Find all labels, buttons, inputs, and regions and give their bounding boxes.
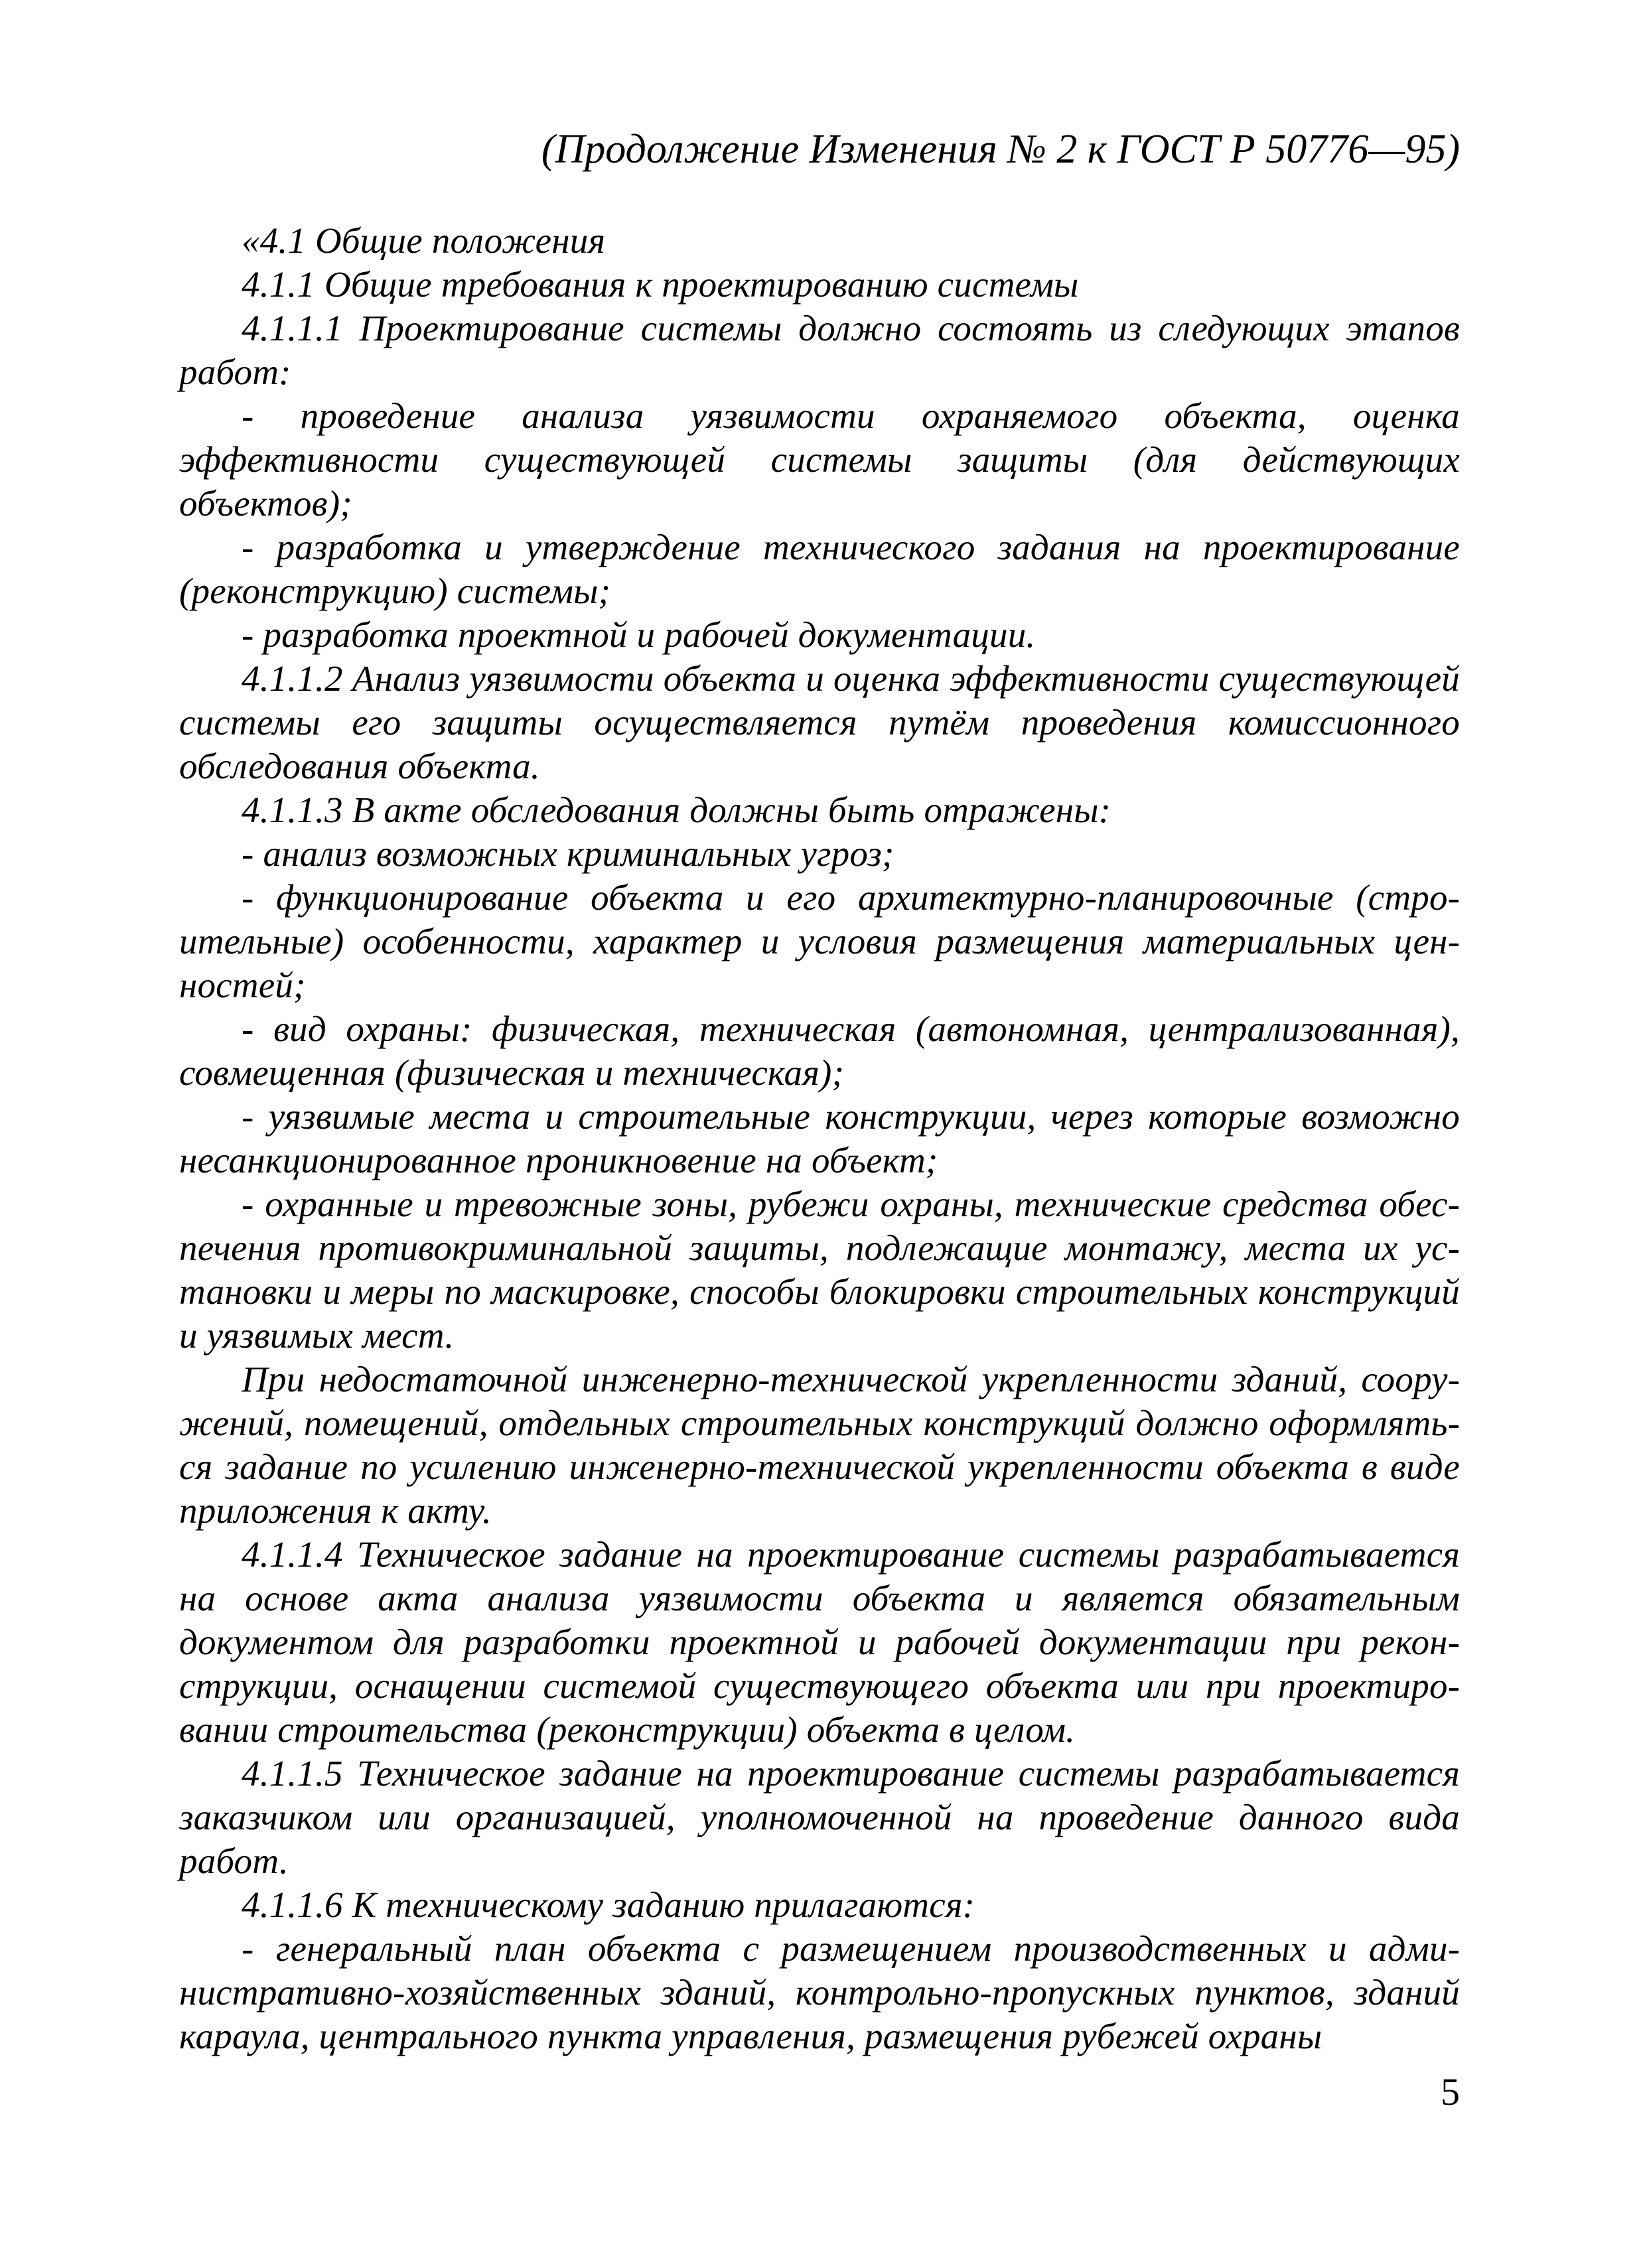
list-item-vulnerable-places: - уязвимые места и строительные конструкции, через которые возможно несанкционированное проникновение на объект; xyxy=(179,1096,1460,1180)
list-item-analysis: - проведение анализа уязвимости охраняемого объекта, оценка эффективности существующей системы защиты (для действующих объектов); xyxy=(179,395,1460,524)
paragraph-4-1-1-2: 4.1.1.2 Анализ уязвимости объекта и оценка эффективности существующей системы его защиты осуществляется путём проведения комиссионного обследования объекта. xyxy=(179,658,1460,786)
paragraph-4-1-1-3: 4.1.1.3 В акте обследования должны быть отражены: xyxy=(242,790,1111,830)
paragraph-4-1-1-5: 4.1.1.5 Техническое задание на проектирование системы разрабатывается заказчиком или организацией, уполномоченной на проведение данного вида работ. xyxy=(179,1753,1460,1881)
paragraph-4-1-1-1: 4.1.1.1 Проектирование системы должно состоять из следующих этапов работ: xyxy=(179,308,1460,392)
list-item-general-plan: - генеральный план объекта с размещением производственных и административно-хозяйственных зданий, контрольно-пропускных пунктов, зданий караула, центрального пункта управления, размещения рубежей охраны xyxy=(179,1928,1460,2056)
list-item-guard-type: - вид охраны: физическая, техническая (автономная, централизованная), совмещенная (физическая и техническая); xyxy=(179,1009,1460,1093)
document-body xyxy=(179,219,1460,2058)
list-item-documentation: - разработка проектной и рабочей документации. xyxy=(242,614,1036,655)
list-item-threats: - анализ возможных криминальных угроз; xyxy=(242,833,894,874)
list-item-functioning: - функционирование объекта и его архитектурно-планировочные (строительные) особенности, характер и условия размещения материальных ценностей; xyxy=(179,877,1460,1005)
paragraph-4-1-title: «4.1 Общие положения xyxy=(242,220,606,261)
list-item-security-zones: - охранные и тревожные зоны, рубежи охраны, технические средства обеспечения противокриминальной защиты, подлежащие монтажу, места их установки и меры по маскировке, способы блокировки строительных конструкций и уязвимых мест. xyxy=(179,1184,1460,1356)
paragraph-4-1-1-6: 4.1.1.6 К техническому заданию прилагаются: xyxy=(242,1884,975,1925)
paragraph-4-1-1-title: 4.1.1 Общие требования к проектированию системы xyxy=(242,264,1079,305)
list-item-technical-task: - разработка и утверждение технического задания на проектирование (реконструкцию) системы; xyxy=(179,527,1460,611)
page-number: 5 xyxy=(1441,2070,1460,2113)
page-header: (Продолжение Изменения № 2 к ГОСТ Р 50776—95) xyxy=(541,127,1460,172)
paragraph-reinforcement: При недостаточной инженерно-технической укрепленности зданий, сооружений, помещений, отдельных строительных конструкций должно оформляться задание по усилению инженерно-технической укрепленности объекта в виде приложения к акту. xyxy=(179,1359,1460,1531)
paragraph-4-1-1-4: 4.1.1.4 Техническое задание на проектирование системы разрабатывается на основе акта анализа уязвимости объекта и является обязательным документом для разработки проектной и рабочей документации при реконструкции, оснащении системой существующего объекта или при проектировании строительства (реконструкции) объекта в целом. xyxy=(179,1534,1460,1750)
